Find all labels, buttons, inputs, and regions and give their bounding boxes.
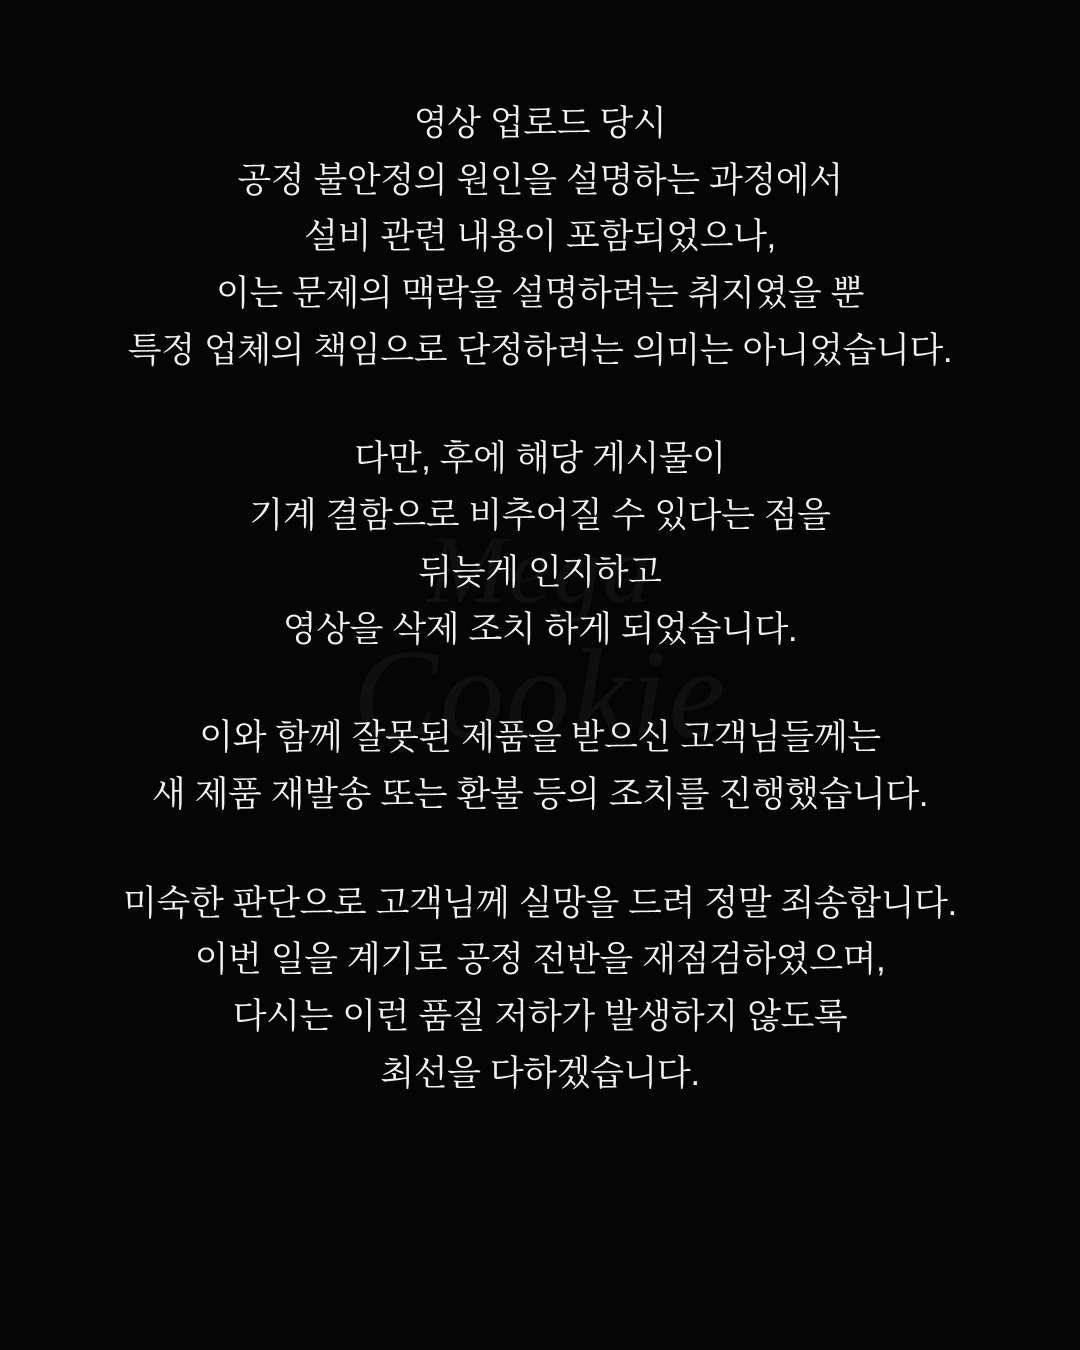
text-line: 뒤늦게 인지하고 (418, 552, 662, 592)
text-line: 공정 불안정의 원인을 설명하는 과정에서 (237, 160, 843, 200)
text-line: 이번 일을 계기로 공정 전반을 재점검하였으며, (194, 940, 886, 980)
text-line: 특정 업체의 책임으로 단정하려는 의미는 아니었습니다. (127, 330, 953, 370)
text-line: 다만, 후에 해당 게시물이 (354, 439, 726, 479)
text-line: 새 제품 재발송 또는 환불 등의 조치를 진행했습니다. (151, 774, 929, 814)
text-line: 다시는 이런 품질 저하가 발생하지 않도록 (232, 996, 848, 1036)
paragraph (40, 710, 1040, 823)
text-line: 이와 함께 잘못된 제품을 받으신 고객님들께는 (199, 718, 881, 758)
text-line: 영상 업로드 당시 (413, 104, 667, 143)
text-line: 기계 결함으로 비추어질 수 있다는 점을 (249, 496, 831, 536)
paragraph (40, 431, 1040, 658)
text-line: 최선을 다하겠습니다. (380, 1053, 700, 1093)
text-line: 이는 문제의 맥락을 설명하려는 취지였을 뿐 (215, 274, 864, 314)
text-line: 설비 관련 내용이 포함되었으나, (304, 217, 776, 257)
text-line: 영상을 삭제 조치 하게 되었습니다. (282, 609, 798, 649)
text-line: 미숙한 판단으로 고객님께 실망을 드려 정말 죄송합니다. (123, 883, 957, 923)
paragraph (40, 876, 1040, 1103)
paragraph (40, 96, 1040, 379)
